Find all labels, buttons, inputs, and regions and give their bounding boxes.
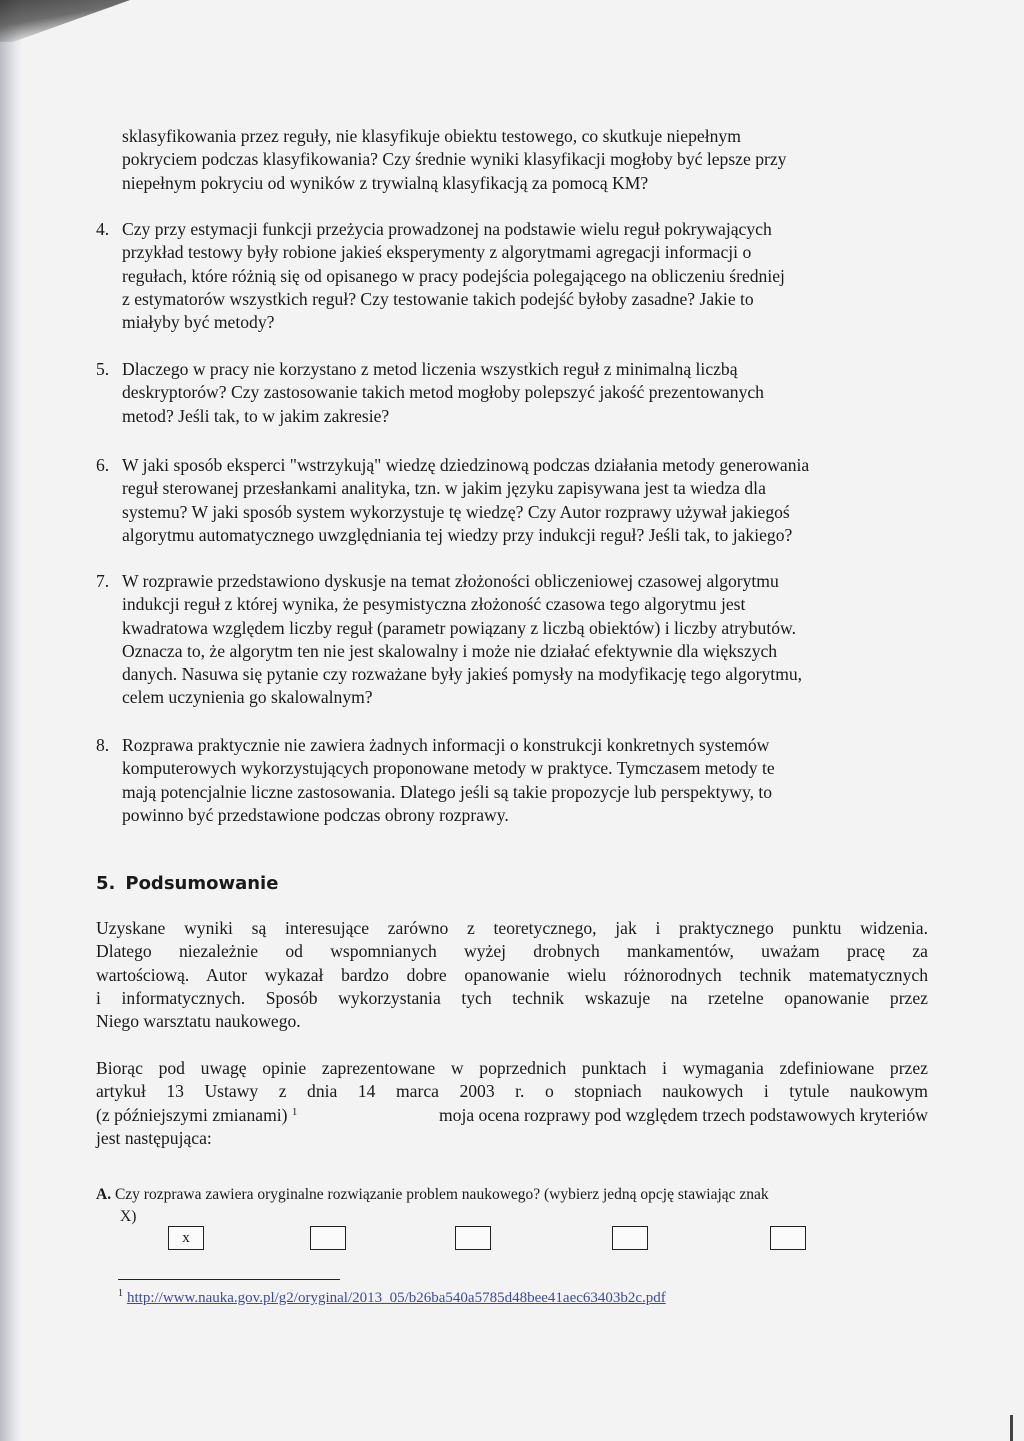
intro-paragraph <box>122 125 912 195</box>
scan-edge-shadow <box>0 0 22 1441</box>
text-line: powinno być przedstawione podczas obrony rozprawy. <box>122 804 509 825</box>
text-line: W rozprawie przedstawiono dyskusje na temat złożoności obliczeniowej czasowej algorytmu <box>122 571 779 591</box>
item-number: 4. <box>96 219 110 239</box>
text-line: danych. Nasuwa się pytanie czy rozważane były jakieś pomysły na modyfikację tego algorytmu, <box>122 664 803 685</box>
text-line: przykład testowy były robione jakieś eksperymenty z algorytmami agregacji informacji o <box>122 242 752 263</box>
text-line: kwadratowa względem liczby reguł (parametr powiązany z liczbą obiektów) i liczby atrybutów. <box>122 617 796 638</box>
text-line: deskryptorów? Czy zastosowanie takich metod mogłoby polepszyć jakość prezentowanych <box>122 382 764 403</box>
text-line: systemu? W jaki sposób system wykorzystuje tę wiedzę? Czy Autor rozprawy używał jakiegoś <box>122 501 790 522</box>
text-line: z estymatorów wszystkich reguł? Czy testowanie takich podejść byłoby zasadne? Jakie to <box>122 288 754 309</box>
text-line: wartościową. Autor wykazał bardzo dobre opanowanie wielu różnorodnych technik matematycznych <box>96 964 928 985</box>
option-checkbox-2[interactable] <box>310 1226 346 1250</box>
text-line: Biorąc pod uwagę opinie zaprezentowane w poprzednich punktach i wymagania zdefiniowane przez <box>96 1058 928 1078</box>
summary-paragraph <box>96 917 928 1033</box>
text-line: Czy przy estymacji funkcji przeżycia prowadzonej na podstawie wielu reguł pokrywających <box>122 219 772 239</box>
option-checkbox-3[interactable] <box>455 1226 491 1250</box>
text-line: Dlatego niezależnie od wspomnianych wyżej drobnych mankamentów, uważam pracę za <box>96 941 928 962</box>
text-line <box>96 1104 928 1127</box>
scan-corner-mark <box>0 0 130 42</box>
list-item <box>122 570 912 710</box>
evaluation-paragraph <box>96 1057 928 1150</box>
footnote-separator <box>118 1279 340 1280</box>
option-checkbox-4[interactable] <box>612 1226 648 1250</box>
text-line: artykuł 13 Ustawy z dnia 14 marca 2003 r. o stopniach naukowych i tytule naukowym <box>96 1081 928 1102</box>
scan-edge-mark <box>1010 1415 1013 1441</box>
list-item <box>122 734 912 827</box>
footnote-link[interactable]: http://www.nauka.gov.pl/g2/oryginal/2013_05/b26ba540a5785d48bee41aec63403b2c.pdf <box>127 1290 666 1306</box>
text-fragment: moja ocena rozprawy pod względem trzech podstawowych kryteriów <box>438 1104 928 1125</box>
text-line: Rozprawa praktycznie nie zawiera żadnych informacji o konstrukcji konkretnych systemów <box>122 735 770 755</box>
text-line: celem uczynienia go skalowalnym? <box>122 687 373 708</box>
footnote <box>118 1290 666 1307</box>
question-text-continued: X) <box>120 1208 137 1225</box>
text-fragment: (z późniejszymi zmianami) <box>96 1104 288 1125</box>
text-line: jest następująca: <box>96 1127 212 1148</box>
text-line: reguł sterowanej przesłankami analityka, tzn. w jakim języku zapisywana jest ta wiedza dla <box>122 478 766 499</box>
question-text: Czy rozprawa zawiera oryginalne rozwiązanie problem naukowego? (wybierz jedną opcję stawiając znak <box>114 1186 769 1203</box>
text-line: Oznacza to, że algorytm ten nie jest skalowalny i może nie działać efektywnie dla większych <box>122 640 778 661</box>
item-number: 5. <box>96 359 110 379</box>
text-line: Niego warsztatu naukowego. <box>96 1011 301 1032</box>
footnote-marker: 1 <box>118 1288 123 1299</box>
item-number: 8. <box>96 735 110 755</box>
text-line: pokryciem podczas klasyfikowania? Czy średnie wyniki klasyfikacji mogłoby być lepsze przy <box>122 149 787 170</box>
text-line: miałyby być metody? <box>122 312 275 333</box>
text-line: indukcji reguł z której wynika, że pesymistyczna złożoność czasowa tego algorytmu jest <box>122 594 746 615</box>
option-checkbox-5[interactable] <box>770 1226 806 1250</box>
text-line: algorytmu automatycznego uwzględniania tej wiedzy przy indukcji reguł? Jeśli tak, to jakiego? <box>122 524 793 545</box>
section-number: 5. <box>96 873 116 894</box>
option-checkbox-1[interactable]: x <box>168 1226 204 1250</box>
text-line: sklasyfikowania przez reguły, nie klasyfikuje obiektu testowego, co skutkuje niepełnym <box>122 126 741 146</box>
text-line: W jaki sposób eksperci "wstrzykują" wiedzę dziedzinową podczas działania metody generowania <box>122 455 810 475</box>
item-number: 6. <box>96 455 110 475</box>
footnote-reference[interactable]: 1 <box>291 1105 298 1118</box>
list-item <box>122 358 912 428</box>
text-line: niepełnym pokryciu od wyników z trywialną klasyfikacją za pomocą KM? <box>122 172 649 193</box>
item-number: 7. <box>96 571 110 591</box>
text-line: komputerowych wykorzystujących proponowane metody w praktyce. Tymczasem metody te <box>122 758 775 779</box>
text-line: regułach, które różnią się od opisanego w pracy podejścia polegającego na obliczeniu średniej <box>122 265 785 286</box>
text-line: i informatycznych. Sposób wykorzystania tych technik wskazuje na rzetelne opanowanie przez <box>96 987 928 1008</box>
list-item <box>122 218 912 334</box>
text-line: Uzyskane wyniki są interesujące zarówno z teoretycznego, jak i praktycznego punktu widzenia. <box>96 918 928 938</box>
text-line: mają potencjalnie liczne zastosowania. Dlatego jeśli są takie propozycje lub perspektywy, to <box>122 781 773 802</box>
section-heading <box>96 873 278 894</box>
question-a <box>96 1184 936 1205</box>
question-letter: A. <box>96 1186 112 1203</box>
section-title: Podsumowanie <box>125 873 279 894</box>
text-line: metod? Jeśli tak, to w jakim zakresie? <box>122 405 390 426</box>
text-line: Dlaczego w pracy nie korzystano z metod liczenia wszystkich reguł z minimalną liczbą <box>122 359 738 379</box>
list-item <box>122 454 912 547</box>
